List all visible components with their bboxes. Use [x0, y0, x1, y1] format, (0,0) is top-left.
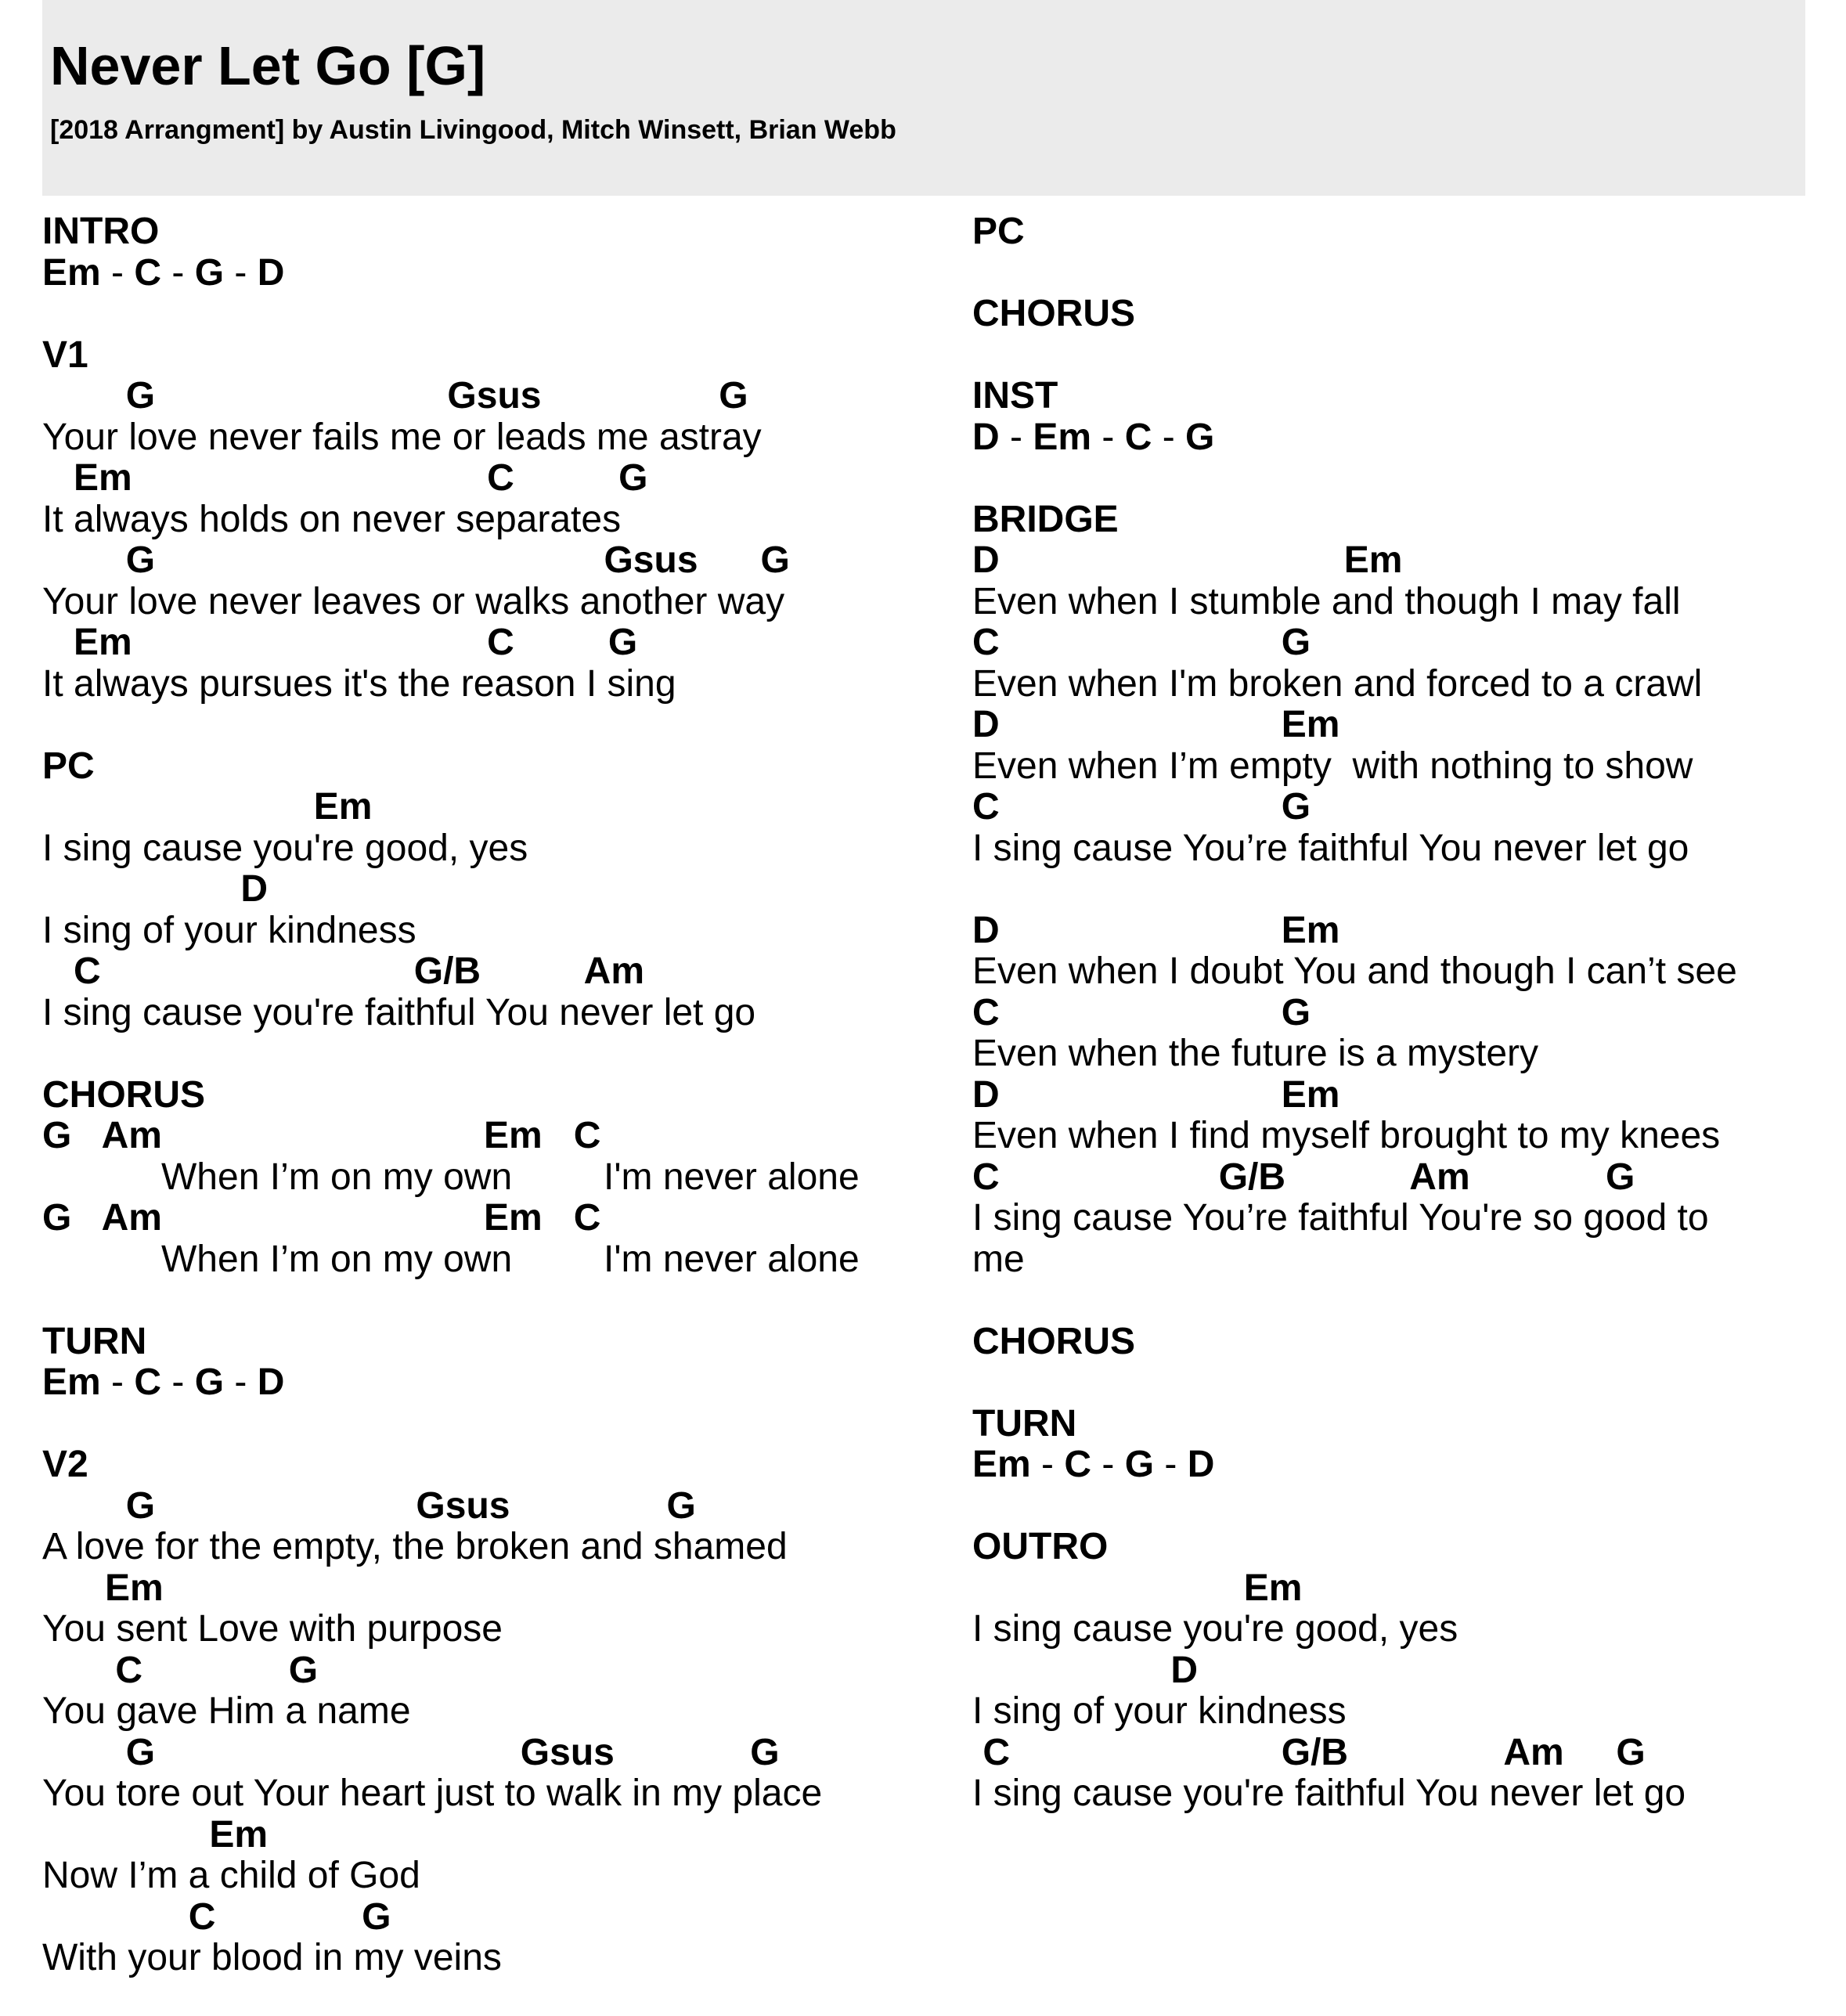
lyric-line: You gave Him a name — [42, 1690, 411, 1732]
section-heading: INST — [972, 375, 1058, 417]
chord-line: C G/B Am G — [972, 1731, 1646, 1773]
lyric-line: Now I’m a child of God — [42, 1855, 420, 1896]
blank-line — [42, 1033, 822, 1075]
right-column — [972, 211, 1737, 1815]
chord-line: Em — [42, 786, 373, 828]
left-column — [42, 211, 860, 1979]
lyric-line: Even when the future is a mystery — [972, 1033, 1538, 1074]
chord-line: C G — [972, 991, 1311, 1033]
chord-line: G Gsus G — [42, 375, 748, 417]
lyric-segment: I'm never alone — [604, 1238, 860, 1280]
chord-line: D — [42, 868, 269, 910]
lyric-segment: When I’m on my own — [161, 1238, 513, 1280]
chorus-line — [42, 1198, 822, 1239]
lyric-line: Even when I'm broken and forced to a crawl — [972, 662, 1703, 705]
chord-line: D Em — [972, 539, 1403, 581]
lyric-line: I sing cause you're faithful You never let go — [972, 1773, 1686, 1814]
lyric-line: I sing cause you're good, yes — [972, 1608, 1458, 1650]
chord-line: D Em — [972, 1073, 1340, 1116]
section-heading: V2 — [42, 1444, 88, 1485]
section-heading: BRIDGE — [972, 498, 1119, 540]
blank-line — [972, 869, 1737, 911]
lyric-line: I sing of your kindness — [972, 1690, 1347, 1732]
section-heading: CHORUS — [42, 1073, 206, 1116]
blank-line — [972, 458, 1737, 499]
chord-line: C G — [972, 622, 1311, 663]
chord-line: Em — [42, 1567, 164, 1609]
blank-line — [42, 294, 822, 335]
chord-line: C G — [42, 1649, 319, 1691]
song-title: Never Let Go [G] — [50, 35, 486, 96]
chord-progression: D - Em - C - G — [972, 416, 1215, 458]
lyric-line: With your blood in my veins — [42, 1937, 502, 1978]
section-heading: V1 — [42, 334, 88, 376]
chord-line: Em — [972, 1567, 1303, 1609]
chord-line: C G/B Am G — [972, 1156, 1635, 1198]
section-heading: INTRO — [42, 211, 160, 252]
section-heading: PC — [42, 745, 95, 787]
chord-line: D — [972, 1649, 1199, 1691]
chorus-line — [42, 1156, 860, 1199]
lyric-line: Even when I stumble and though I may fall — [972, 580, 1681, 622]
chord-line: C G/B Am — [42, 950, 645, 992]
section-heading: CHORUS — [972, 1320, 1136, 1362]
lyric-line: It always pursues it's the reason I sing — [42, 662, 676, 705]
blank-line — [972, 335, 1737, 377]
chord-line: D Em — [972, 704, 1340, 745]
song-subtitle: [2018 Arrangment] by Austin Livingood, Mitch Winsett, Brian Webb — [50, 115, 896, 145]
lyric-line: It always holds on never separates — [42, 498, 622, 540]
chord-line: Em — [42, 1813, 269, 1856]
chord-line: C G — [42, 1895, 391, 1938]
chord-line: D Em — [972, 909, 1340, 951]
chord-segment: Em C — [484, 1115, 601, 1156]
lyric-line: You sent Love with purpose — [42, 1608, 503, 1650]
section-heading: CHORUS — [972, 293, 1136, 334]
section-heading: TURN — [42, 1320, 147, 1362]
chord-progression: Em - C - G - D — [42, 251, 285, 294]
blank-line — [972, 1486, 1737, 1527]
chord-line: G Gsus G — [42, 539, 790, 581]
chord-line: G Gsus G — [42, 1484, 696, 1527]
lyric-line: I sing of your kindness — [42, 909, 416, 951]
chord-segment: G Am — [42, 1197, 162, 1239]
section-heading: OUTRO — [972, 1526, 1109, 1567]
chord-progression: Em - C - G - D — [42, 1361, 285, 1403]
blank-line — [42, 1404, 822, 1445]
lyric-line: A love for the empty, the broken and shamed — [42, 1526, 788, 1567]
lyric-line: Even when I doubt You and though I can’t see — [972, 950, 1737, 992]
lyric-line: I sing cause You’re faithful You're so good to — [972, 1197, 1709, 1239]
chorus-line — [42, 1238, 860, 1281]
blank-line — [42, 705, 822, 746]
blank-line — [972, 1362, 1737, 1404]
chord-segment: G Am — [42, 1115, 162, 1156]
lyric-line: I sing cause you're faithful You never let go — [42, 991, 756, 1033]
section-heading: PC — [972, 211, 1025, 252]
chord-segment: Em C — [484, 1197, 601, 1239]
chord-line: G Gsus G — [42, 1731, 780, 1773]
chord-line: C G — [972, 786, 1311, 828]
lyric-line: Your love never fails me or leads me astray — [42, 416, 762, 458]
lyric-line: You tore out Your heart just to walk in my place — [42, 1773, 823, 1814]
chorus-line — [42, 1116, 822, 1157]
lyric-line: me — [972, 1238, 1025, 1280]
lyric-line: Even when I find myself brought to my knees — [972, 1115, 1721, 1156]
lyric-line: I sing cause You’re faithful You never let go — [972, 827, 1689, 869]
chord-line: Em C G — [42, 622, 638, 663]
song-header — [42, 0, 1805, 196]
lyric-line: Even when I’m empty with nothing to show — [972, 745, 1693, 787]
lyric-segment: I'm never alone — [604, 1156, 860, 1198]
blank-line — [42, 1280, 822, 1322]
blank-line — [972, 253, 1737, 294]
chord-line: Em C G — [42, 457, 648, 499]
lyric-line: Your love never leaves or walks another way — [42, 580, 785, 622]
blank-line — [972, 1280, 1737, 1322]
lyric-segment: When I’m on my own — [161, 1156, 513, 1198]
lyric-line: I sing cause you're good, yes — [42, 827, 528, 869]
chord-progression: Em - C - G - D — [972, 1444, 1215, 1485]
section-heading: TURN — [972, 1402, 1077, 1444]
